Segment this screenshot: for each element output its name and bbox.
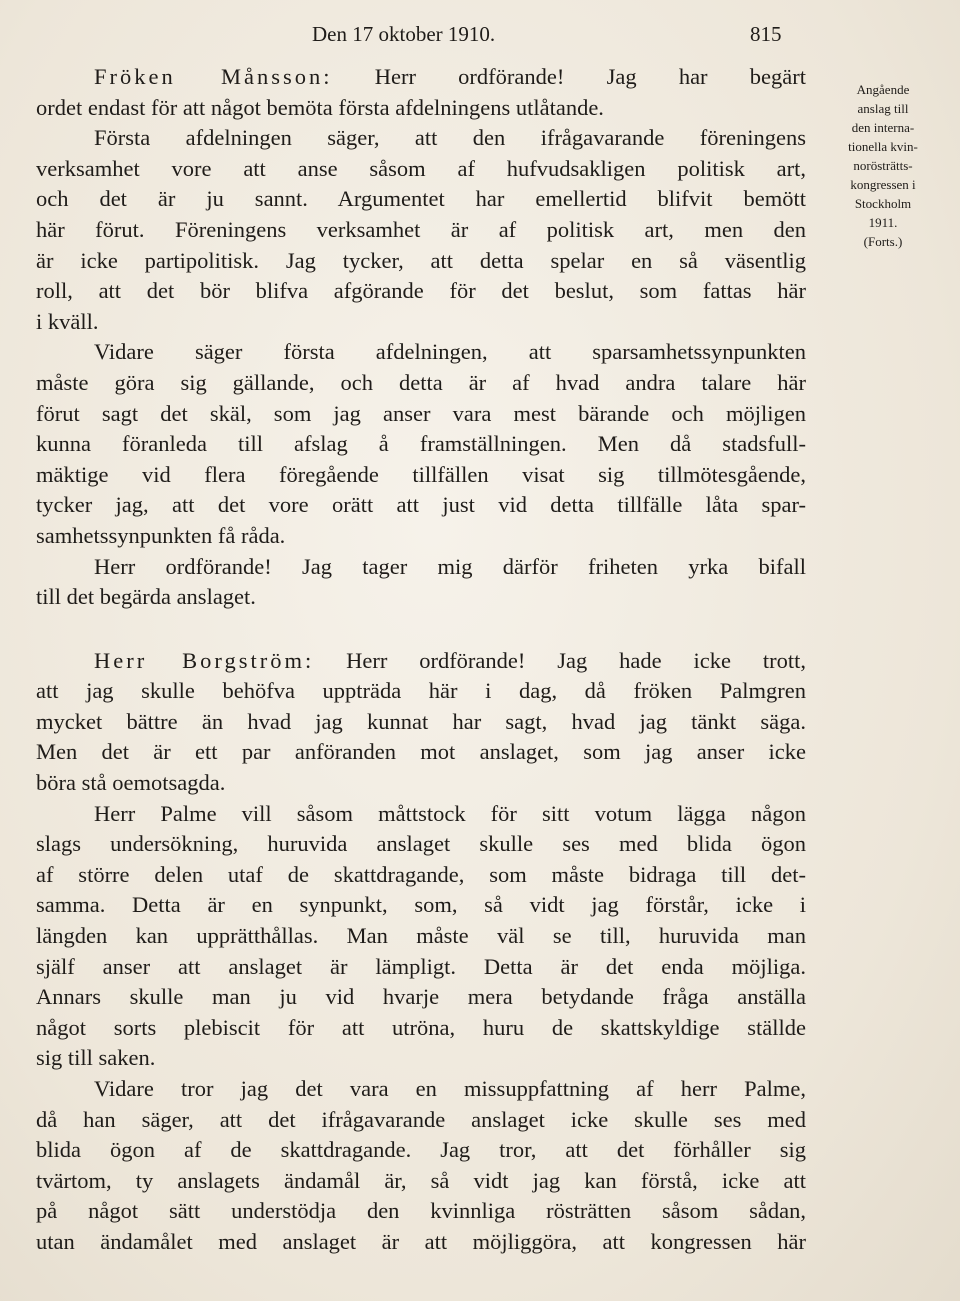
text-line: Men det är ett par anföranden mot anslaget, som jag anser icke [36, 739, 806, 765]
text-line: böra stå oemotsagda. [36, 770, 226, 796]
text-line: att jag skulle behöfva uppträda här i dag, då fröken Palmgren [36, 678, 806, 704]
margin-note-line: Stockholm [854, 196, 912, 211]
text-line: tycker jag, att det vore orätt att just vid detta tillfälle låta spar- [36, 492, 806, 518]
text-line: i kväll. [36, 308, 99, 334]
margin-note-line: 1911. [868, 215, 898, 230]
margin-note-line: kongressen i [850, 177, 916, 192]
speaker-name: Herr Borgström: [94, 647, 315, 673]
text-line: längden kan upprätthållas. Man måste väl se till, huruvida man [36, 923, 806, 949]
text-line: till det begärda anslaget. [36, 584, 256, 610]
text-line: här förut. Föreningens verksamhet är af politisk art, men den [36, 216, 806, 242]
header-date: Den 17 oktober 1910. [312, 22, 496, 46]
text-line: verksamhet vore att anse såsom af hufvudsakligen politisk art, [36, 155, 806, 181]
text-line: Annars skulle man ju vid hvarje mera betydande fråga anställa [36, 984, 806, 1010]
text-line: förut sagt det skäl, som jag anser vara mest bärande och möjligen [36, 400, 806, 426]
body-text [36, 62, 806, 1258]
speech-text: Herr ordförande! Jag har begärt [374, 64, 806, 89]
speech-text: Herr ordförande! Jag hade icke trott, [346, 647, 806, 673]
text-line: mäktige vid flera föregående tillfällen visat sig tillmötesgående, [36, 461, 806, 487]
text-line [36, 62, 806, 93]
margin-note-line: Angående [856, 82, 910, 97]
text-line: Vidare säger första afdelningen, att sparsamhetssynpunkten [94, 339, 806, 365]
text-line: slags undersökning, huruvida anslaget skulle ses med blida ögon [36, 831, 806, 857]
text-line: och det är ju sannt. Argumentet har emellertid blifvit bemött [36, 186, 806, 212]
text-line: blida ögon af de skattdragande. Jag tror, att det förhåller sig [36, 1137, 806, 1163]
page-number: 815 [750, 22, 782, 46]
text-line: samhetssynpunkten få råda. [36, 522, 286, 548]
text-line: Första afdelningen säger, att den ifrågavarande föreningens [94, 125, 806, 151]
margin-note-line: den interna- [851, 120, 915, 135]
margin-note-line: anslag till [857, 101, 909, 116]
text-line: kunna föranleda till afslag å framställningen. Men då stadsfull- [36, 431, 806, 457]
speaker-name: Fröken Månsson: [94, 64, 333, 89]
text-line: då han säger, att det ifrågavarande anslaget icke skulle ses med [36, 1106, 806, 1132]
text-line: roll, att det bör blifva afgörande för det beslut, som fattas här [36, 278, 806, 304]
text-line: måste göra sig gällande, och detta är af hvad andra talare här [36, 369, 806, 395]
running-header [0, 22, 960, 62]
text-line: Herr ordförande! Jag tager mig därför friheten yrka bifall [94, 553, 806, 579]
text-line: sig till saken. [36, 1045, 156, 1071]
text-line: utan ändamålet med anslaget är att möjliggöra, att kongressen här [36, 1228, 806, 1254]
text-line: själf anser att anslaget är lämpligt. Detta är det enda möjliga. [36, 953, 806, 979]
paragraph-gap [36, 613, 806, 646]
text-line: mycket bättre än hvad jag kunnat har sagt, hvad jag tänkt säga. [36, 708, 806, 734]
text-line: ordet endast för att något bemöta första afdelningens utlåtande. [36, 94, 604, 120]
text-line: Herr Palme vill såsom måttstock för sitt votum lägga någon [94, 800, 806, 826]
text-line: tvärtom, ty anslagets ändamål är, så vidt jag kan förstå, icke att [36, 1167, 806, 1193]
margin-note [818, 80, 948, 251]
text-line [36, 646, 806, 677]
margin-note-line: norösträtts- [853, 158, 913, 173]
text-line: af större delen utaf de skattdragande, som måste bidraga till det- [36, 861, 806, 887]
text-line: på något sätt understödja den kvinnliga rösträtten såsom sådan, [36, 1198, 806, 1224]
margin-note-line: tionella kvin- [848, 139, 918, 154]
text-line: samma. Detta är en synpunkt, som, så vidt jag förstår, icke i [36, 892, 806, 918]
text-line: något sorts plebiscit för att utröna, huru de skattskyldige ställde [36, 1014, 806, 1040]
margin-note-line: (Forts.) [863, 234, 903, 249]
text-line: är icke partipolitisk. Jag tycker, att detta spelar en så väsentlig [36, 247, 806, 273]
text-line: Vidare tror jag det vara en missuppfattning af herr Palme, [94, 1076, 806, 1101]
